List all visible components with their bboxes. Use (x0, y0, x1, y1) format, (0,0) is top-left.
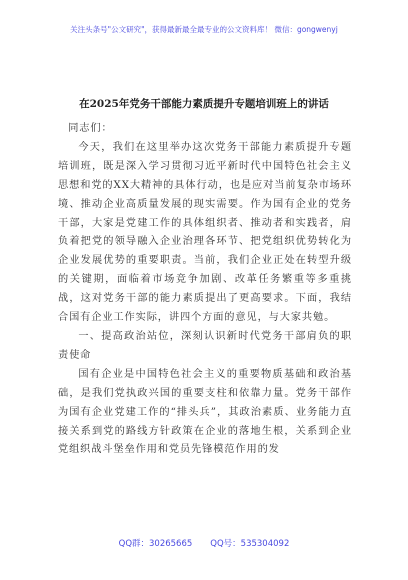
paragraph-section-1: 国有企业是中国特色社会主义的重要物质基础和政治基础，是我们党执政兴国的重要支柱和依靠力量。党务干部作为国有企业党建工作的“排头兵”，其政治素质、业务能力直接关系到党的路线方针政策在企业的落地生根，关系到企业党组织战斗堡垒作用和党员先锋模范作用的发 (58, 368, 352, 456)
salutation: 同志们： (68, 123, 113, 134)
document-title: 在2025年党务干部能力素质提升专题培训班上的讲话 (79, 98, 329, 110)
paragraph-intro: 今天，我们在这里举办这次党务干部能力素质提升专题培训班，既是深入学习贯彻习近平新时代中国特色社会主义思想和党的XX大精神的具体行动，也是应对当前复杂市场环境、推动企业高质量发展的现实需要。作为国有企业的党务干部，大家是党建工作的具体组织者、推动者和实践者，肩负着把党的领导融入企业治理各环节、把党组织优势转化为企业发展优势的重要职责。当前，我们企业正处在转型升级的关键期，面临着市场竞争加剧、改革任务繁重等多重挑战，这对党务干部的能力素质提出了更高要求。下面，我结合国有企业工作实际，讲四个方面的意见，与大家共勉。 (58, 141, 352, 324)
header-banner: 关注头条号"公文研究"，获得最新最全最专业的公文资料库！ 微信：gongwenyj (70, 25, 338, 34)
section-heading-1: 一、提高政治站位，深刻认识新时代党务干部肩负的职责使命 (58, 330, 352, 361)
footer-qq-group: QQ群：30265665 (118, 539, 193, 549)
footer-contact (0, 537, 408, 549)
document-body (58, 120, 352, 460)
footer-qq-number: QQ号：535304092 (210, 539, 290, 549)
